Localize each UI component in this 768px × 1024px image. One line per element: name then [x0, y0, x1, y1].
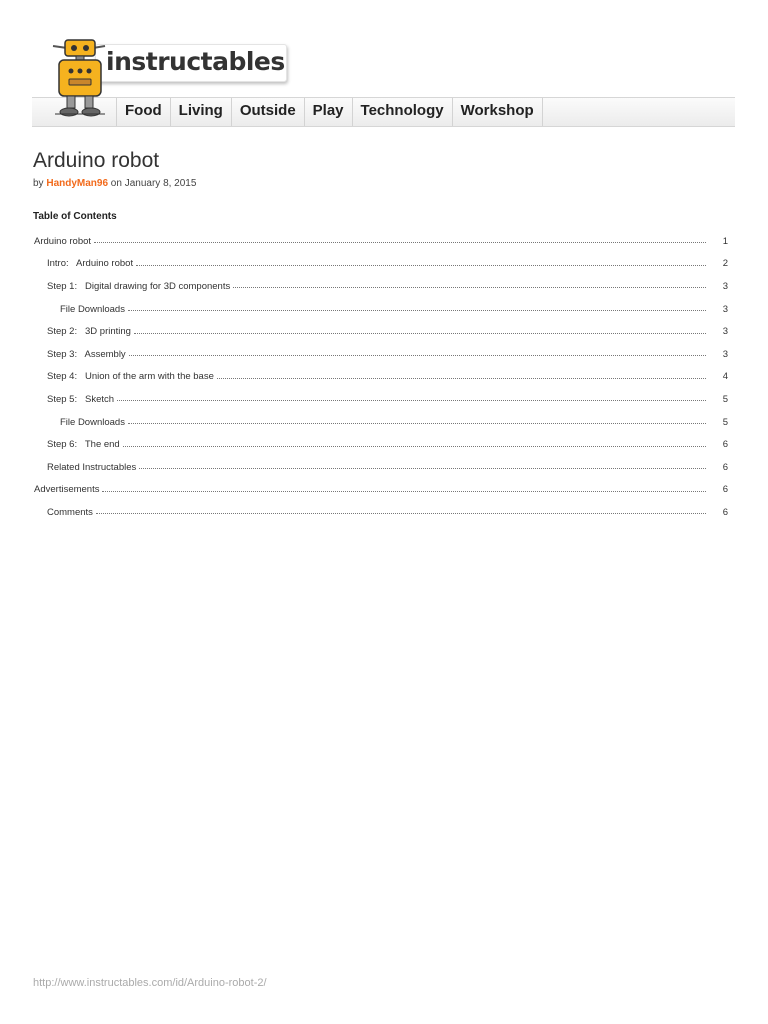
toc-entry[interactable] — [34, 253, 728, 276]
toc-leader-dots — [123, 446, 706, 447]
footer-url[interactable]: http://www.instructables.com/id/Arduino-robot-2/ — [33, 977, 267, 989]
nav-item-living[interactable]: Living — [170, 98, 231, 126]
toc-entry[interactable] — [34, 366, 728, 389]
category-nav-bar — [32, 97, 735, 127]
toc-entry[interactable] — [34, 298, 728, 321]
toc-leader-dots — [129, 355, 706, 356]
toc-leader-dots — [233, 287, 706, 288]
toc-page-number: 5 — [722, 393, 728, 405]
toc-leader-dots — [134, 333, 706, 334]
toc-page-number: 3 — [722, 303, 728, 315]
site-logo[interactable] — [95, 44, 287, 82]
toc-page-number: 6 — [722, 439, 728, 451]
toc-leader-dots — [102, 491, 706, 492]
toc-page-number: 1 — [722, 235, 728, 247]
toc-entry-label: Step 6: The end — [47, 439, 123, 450]
toc-leader-dots — [117, 400, 706, 401]
toc-leader-dots — [94, 242, 706, 243]
toc-leader-dots — [217, 378, 706, 379]
toc-entry[interactable] — [34, 501, 728, 524]
toc-leader-dots — [136, 265, 706, 266]
byline — [33, 178, 196, 189]
toc-entry-label: Arduino robot — [34, 236, 94, 247]
toc-entry-label: Related Instructables — [47, 462, 139, 473]
toc-entry-label: Advertisements — [34, 484, 102, 495]
toc-page-number: 2 — [722, 258, 728, 270]
toc-entry-label: Step 3: Assembly — [47, 349, 129, 360]
nav-item-food[interactable]: Food — [116, 98, 170, 126]
toc-leader-dots — [96, 513, 706, 514]
site-header — [32, 36, 736, 128]
toc-page-number: 6 — [722, 461, 728, 473]
table-of-contents — [34, 230, 728, 524]
toc-entry-label: Step 5: Sketch — [47, 394, 117, 405]
byline-prefix: by — [33, 178, 47, 189]
toc-page-number: 3 — [722, 348, 728, 360]
toc-entry[interactable] — [34, 433, 728, 456]
toc-entry[interactable] — [34, 320, 728, 343]
publish-date: on January 8, 2015 — [108, 178, 197, 189]
toc-entry[interactable] — [34, 479, 728, 502]
toc-page-number: 6 — [722, 484, 728, 496]
toc-entry-label: File Downloads — [60, 417, 128, 428]
toc-leader-dots — [128, 310, 706, 311]
nav-item-play[interactable]: Play — [304, 98, 352, 126]
nav-item-technology[interactable]: Technology — [352, 98, 452, 126]
toc-entry-label: Intro: Arduino robot — [47, 258, 136, 269]
page-title: Arduino robot — [33, 149, 160, 172]
toc-page-number: 4 — [722, 371, 728, 383]
toc-page-number: 3 — [722, 326, 728, 338]
toc-entry-label: Step 2: 3D printing — [47, 326, 134, 337]
logo-text: instructables — [106, 47, 285, 76]
toc-entry-label: Comments — [47, 507, 96, 518]
toc-heading: Table of Contents — [33, 211, 117, 222]
author-link[interactable]: HandyMan96 — [46, 178, 109, 189]
toc-leader-dots — [139, 468, 706, 469]
toc-entry-label: File Downloads — [60, 304, 128, 315]
nav-item-outside[interactable]: Outside — [231, 98, 304, 126]
toc-entry-label: Step 1: Digital drawing for 3D components — [47, 281, 233, 292]
toc-entry[interactable] — [34, 388, 728, 411]
toc-page-number: 3 — [722, 280, 728, 292]
toc-entry[interactable] — [34, 275, 728, 298]
toc-entry[interactable] — [34, 411, 728, 434]
toc-page-number: 5 — [722, 416, 728, 428]
category-nav — [116, 98, 543, 126]
robot-mascot-icon — [45, 36, 115, 120]
toc-leader-dots — [128, 423, 706, 424]
toc-entry[interactable] — [34, 343, 728, 366]
toc-entry[interactable] — [34, 456, 728, 479]
nav-item-workshop[interactable]: Workshop — [452, 98, 543, 126]
toc-entry[interactable] — [34, 230, 728, 253]
toc-entry-label: Step 4: Union of the arm with the base — [47, 371, 217, 382]
toc-page-number: 6 — [722, 506, 728, 518]
